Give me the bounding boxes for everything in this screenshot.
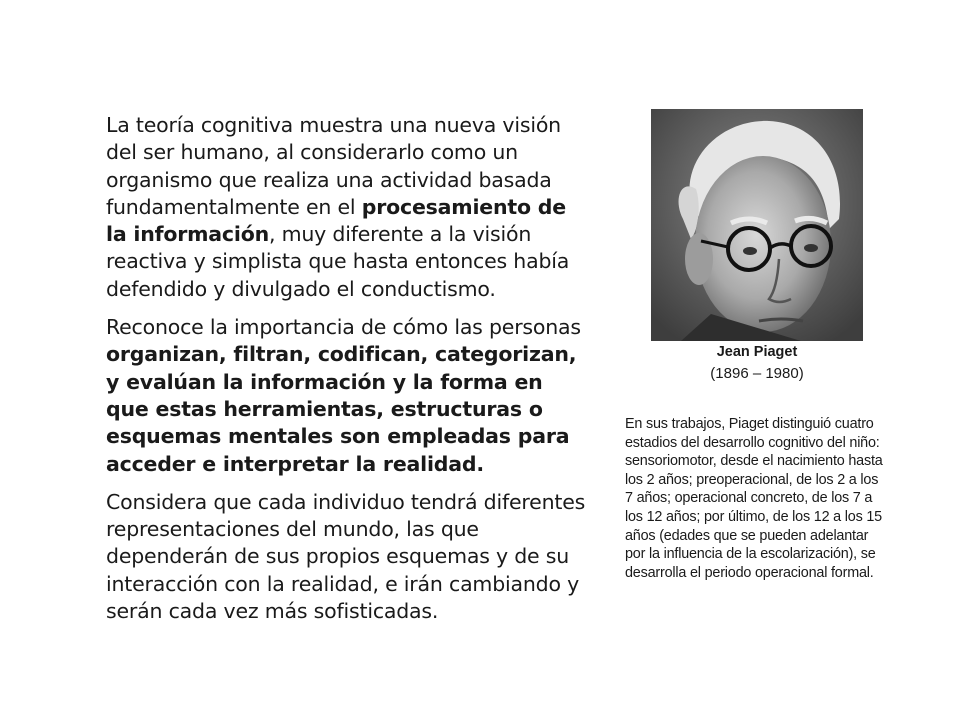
- paragraph-1-emphasis: procesamiento de la información: [106, 194, 566, 247]
- paragraph-1: [106, 112, 586, 303]
- paragraph-1-text-end: , muy diferente a la visión reactiva y simplista que hasta entonces había defendido y divulgado el conductismo.: [106, 222, 570, 301]
- portrait-years: (1896 – 1980): [710, 365, 804, 382]
- sidebar-description: En sus trabajos, Piaget distinguió cuatro estadios del desarrollo cognitivo del niño: sensoriomotor, desde el nacimiento hasta los 2 años; preoperacional, de los 2 a los 7 años; operacional concreto, de los 7 a los 12 años; por último, de los 12 a los 15 años (edades que se pueden adelantar por la influencia de la escolarización), se desarrolla el periodo operacional formal.: [625, 416, 883, 581]
- paragraph-3: Considera que cada individuo tendrá diferentes representaciones del mundo, las que dependerán de sus propios esquemas y de su interacción con la realidad, e irán cambiando y serán cada vez más sofisticadas.: [106, 489, 586, 624]
- portrait-name: Jean Piaget: [716, 344, 798, 360]
- paragraph-2: [106, 314, 586, 478]
- paragraph-2-text: Reconoce la importancia de cómo las personas: [106, 315, 581, 340]
- portrait-illustration: [651, 109, 863, 341]
- portrait-photo: [651, 109, 863, 341]
- paragraph-2-emphasis: organizan, filtran, codifican, categorizan, y evalúan la información y la forma en que estas herramientas, estructuras o esquemas mentales son empleadas para acceder e interpretar la realidad.: [106, 342, 577, 476]
- paragraph-1-text: La teoría cognitiva muestra una nueva visión del ser humano, al considerarlo como un organismo que realiza una actividad basada fundamentalmente en el: [106, 113, 561, 219]
- main-text: [106, 112, 586, 636]
